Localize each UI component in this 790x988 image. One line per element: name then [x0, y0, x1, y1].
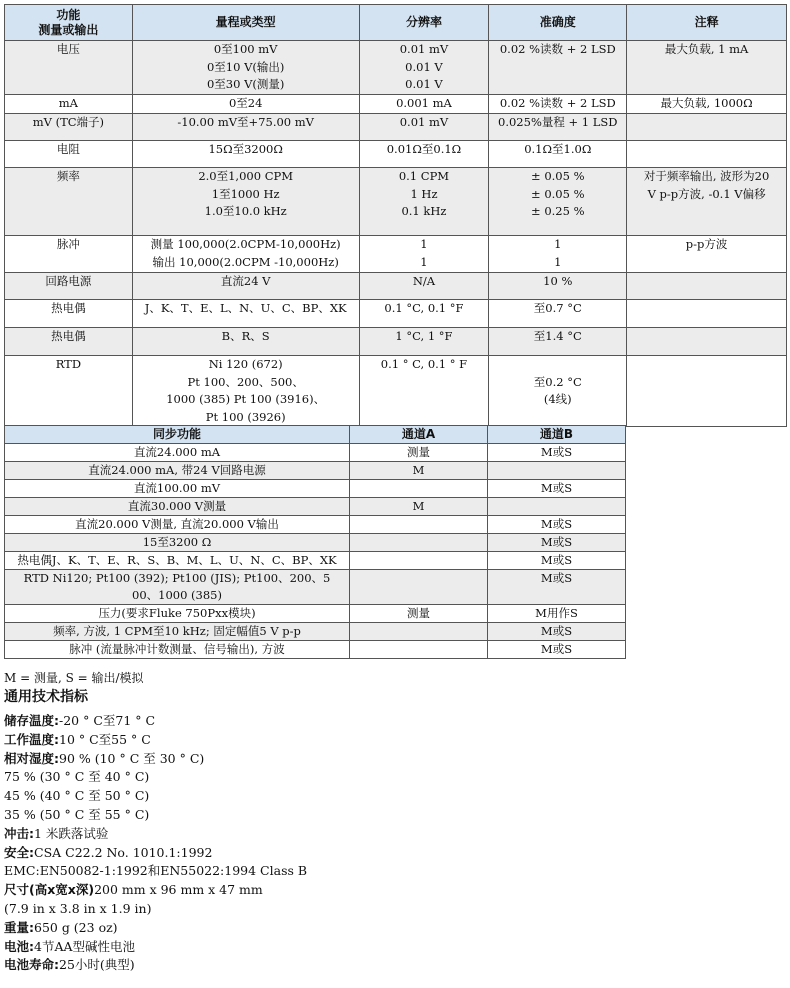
resolution-cell-line: 0.01 mV	[399, 115, 449, 129]
header-resolution: 分辨率	[359, 5, 489, 41]
function-label: RTD	[55, 357, 82, 371]
accuracy-cell-line: 至0.2 °C	[533, 374, 582, 389]
note-cell-line: V p-p方波, -0.1 V偏移	[647, 186, 766, 201]
note-cell-line	[630, 141, 783, 159]
resolution-cell	[359, 114, 489, 141]
spec-value: 1 米跌落试验	[34, 825, 109, 841]
range-cell	[132, 95, 359, 114]
range-cell	[132, 300, 359, 328]
table-row	[5, 641, 626, 659]
header-function-line2: 测量或输出	[38, 22, 99, 37]
legend-note: M = 测量, S = 输出/模拟	[4, 671, 144, 685]
range-cell-line: 0至10 V(输出)	[206, 59, 285, 74]
sync-function-line: 直流24.000 mA	[133, 445, 221, 459]
range-cell-line: 1.0至10.0 kHz	[204, 204, 287, 218]
channel-b-cell: M或S	[488, 623, 626, 641]
resolution-cell	[359, 41, 489, 95]
function-label: mA	[58, 96, 78, 110]
header-function	[5, 5, 133, 41]
resolution-cell-line: 0.01 V	[405, 59, 443, 74]
header-function-line1: 功能	[56, 7, 81, 22]
resolution-cell	[359, 273, 489, 300]
spec-row	[4, 938, 307, 957]
resolution-cell-line: 1	[420, 237, 428, 251]
resolution-cell	[359, 328, 489, 356]
accuracy-cell	[489, 236, 627, 273]
note-cell	[627, 300, 787, 328]
sync-function-cell	[5, 516, 350, 534]
sync-function-cell	[5, 498, 350, 516]
channel-a-cell: M	[350, 498, 488, 516]
sync-function-line: 直流24.000 mA, 带24 V回路电源	[88, 463, 266, 477]
function-cell	[5, 168, 133, 236]
resolution-cell	[359, 168, 489, 236]
function-cell	[5, 114, 133, 141]
channel-b-cell	[488, 462, 626, 480]
spec-label: 冲击:	[4, 825, 34, 841]
range-cell	[132, 141, 359, 168]
channel-b-cell	[488, 498, 626, 516]
simultaneous-functions-table	[4, 425, 626, 659]
function-label: 频率	[56, 169, 80, 183]
spec-row	[4, 919, 307, 938]
range-cell-line: Pt 100 (3926)	[205, 409, 286, 424]
spec-label: 电池寿命:	[4, 957, 59, 973]
specifications-table	[4, 4, 787, 427]
channel-a-cell: M	[350, 462, 488, 480]
sync-function-line: 00、1000 (385)	[132, 588, 222, 602]
sync-function-line: 压力(要求Fluke 750Pxx模块)	[98, 606, 256, 620]
accuracy-cell-line: 至1.4 °C	[533, 329, 582, 343]
range-cell-line: -10.00 mV至+75.00 mV	[177, 115, 314, 129]
table-row	[5, 534, 626, 552]
note-cell	[627, 95, 787, 114]
function-label: 热电偶	[51, 329, 86, 343]
spec-value: 200 mm x 96 mm x 47 mm	[94, 882, 263, 898]
channel-b-cell: M或S	[488, 570, 626, 605]
channel-b-cell: M用作S	[488, 605, 626, 623]
table-row	[5, 444, 626, 462]
function-label: 热电偶	[51, 301, 86, 315]
sync-function-line: 脉冲 (流量脉冲计数测量、信号输出), 方波	[69, 642, 285, 656]
table-row	[5, 605, 626, 623]
accuracy-cell-line: ± 0.25 %	[531, 204, 585, 218]
header-accuracy: 准确度	[489, 5, 627, 41]
sync-function-cell	[5, 623, 350, 641]
note-cell	[627, 168, 787, 236]
resolution-cell-line: 1	[420, 254, 428, 269]
range-cell-line: B、R、S	[221, 329, 270, 343]
table-row	[5, 114, 787, 141]
range-cell-line: 输出 10,000(2.0CPM -10,000Hz)	[152, 254, 339, 269]
range-cell-line: 1000 (385) Pt 100 (3916)、	[166, 392, 326, 406]
spec-value: EMC:EN50082-1:1992和EN55022:1994 Class B	[4, 863, 308, 879]
sync-function-cell	[5, 462, 350, 480]
spec-row	[4, 712, 307, 731]
resolution-cell-line: 1 °C, 1 °F	[395, 329, 453, 343]
spec-row	[4, 750, 307, 769]
resolution-cell-line: 0.01 mV	[399, 42, 449, 56]
sync-function-cell	[5, 605, 350, 623]
function-label: 回路电源	[45, 274, 92, 288]
spec-row	[4, 825, 307, 844]
note-cell-line: 最大负载, 1000Ω	[660, 96, 753, 110]
function-cell	[5, 141, 133, 168]
sync-function-cell	[5, 570, 350, 605]
table-row	[5, 236, 787, 273]
header-channel-b: 通道B	[488, 426, 626, 444]
spec-value: 25小时(典型)	[59, 957, 135, 973]
accuracy-cell-line: 至0.7 °C	[533, 301, 582, 315]
range-cell-line: 1至1000 Hz	[211, 186, 280, 201]
accuracy-cell	[489, 41, 627, 95]
resolution-cell	[359, 300, 489, 328]
header-range: 量程或类型	[132, 5, 359, 41]
table-row	[5, 498, 626, 516]
channel-a-cell	[350, 570, 488, 605]
range-cell-line: 直流24 V	[220, 274, 271, 288]
function-label: 脉冲	[56, 237, 80, 251]
general-specs	[4, 712, 307, 975]
resolution-cell-line: 0.1 kHz	[401, 204, 447, 218]
spec-value: 90 % (10 ° C 至 30 ° C)	[59, 750, 205, 766]
note-cell-line	[630, 300, 783, 318]
function-cell	[5, 328, 133, 356]
range-cell-line: Ni 120 (672)	[208, 357, 283, 371]
table-row	[5, 141, 787, 168]
header-channel-a: 通道A	[350, 426, 488, 444]
function-label: 电压	[56, 42, 80, 56]
function-cell	[5, 300, 133, 328]
note-cell	[627, 236, 787, 273]
accuracy-cell-line: 0.02 %读数 + 2 LSD	[499, 42, 616, 56]
resolution-cell-line: 0.01 V	[405, 77, 443, 91]
accuracy-cell	[489, 300, 627, 328]
channel-b-cell: M或S	[488, 516, 626, 534]
spec-value: 650 g (23 oz)	[34, 919, 118, 935]
spec-row	[4, 900, 307, 919]
spec-value: (7.9 in x 3.8 in x 1.9 in)	[4, 900, 152, 916]
note-cell	[627, 328, 787, 356]
note-cell	[627, 41, 787, 95]
sync-function-cell	[5, 480, 350, 498]
channel-a-cell	[350, 623, 488, 641]
table-row	[5, 356, 787, 427]
accuracy-cell-line: 0.1Ω至1.0Ω	[524, 142, 592, 156]
channel-b-cell: M或S	[488, 444, 626, 462]
range-cell-line: Pt 100、200、500、	[187, 374, 304, 389]
accuracy-cell-line: 1	[554, 237, 562, 251]
specs-title: 通用技术指标	[4, 689, 88, 705]
sync-function-cell	[5, 552, 350, 570]
resolution-cell-line: 0.01Ω至0.1Ω	[386, 142, 462, 156]
table-row	[5, 552, 626, 570]
range-cell	[132, 328, 359, 356]
spec-row	[4, 862, 307, 881]
range-cell	[132, 114, 359, 141]
channel-b-cell: M或S	[488, 534, 626, 552]
sync-function-cell	[5, 444, 350, 462]
table-row	[5, 480, 626, 498]
table-row	[5, 623, 626, 641]
table-row	[5, 516, 626, 534]
range-cell-line: 0至100 mV	[213, 42, 278, 56]
note-cell-line	[630, 356, 783, 374]
sync-function-line: 频率, 方波, 1 CPM至10 kHz; 固定幅值5 V p-p	[53, 624, 301, 638]
range-cell	[132, 356, 359, 427]
range-cell-line: 2.0至1,000 CPM	[198, 169, 294, 183]
spec-value: 35 % (50 ° C 至 55 ° C)	[4, 806, 150, 822]
note-cell-line	[630, 273, 783, 291]
table-row	[5, 273, 787, 300]
spec-row	[4, 731, 307, 750]
note-cell-line: 对于频率输出, 波形为20	[643, 169, 770, 183]
resolution-cell-line: 0.1 ° C, 0.1 ° F	[380, 357, 468, 371]
sync-function-line: 直流30.000 V测量	[127, 499, 227, 513]
note-cell	[627, 356, 787, 427]
spec-value: -20 ° C至71 ° C	[59, 713, 156, 728]
table-row	[5, 570, 626, 605]
spec-label: 工作温度:	[4, 731, 59, 747]
spec-row	[4, 787, 307, 806]
accuracy-cell-line: 0.025%量程 + 1 LSD	[498, 115, 618, 129]
channel-a-cell	[350, 480, 488, 498]
table-row	[5, 168, 787, 236]
range-cell	[132, 168, 359, 236]
function-label: mV (TC端子)	[32, 115, 105, 129]
sync-function-line: 直流20.000 V测量, 直流20.000 V输出	[75, 517, 279, 531]
sync-function-line: RTD Ni120; Pt100 (392); Pt100 (JIS); Pt100、200、5	[23, 571, 331, 585]
spec-label: 储存温度:	[4, 713, 59, 728]
accuracy-cell	[489, 273, 627, 300]
spec-value: 10 ° C至55 ° C	[59, 731, 151, 747]
resolution-cell	[359, 141, 489, 168]
resolution-cell	[359, 95, 489, 114]
range-cell-line: 15Ω至3200Ω	[208, 142, 283, 156]
table-row	[5, 41, 787, 95]
spec-value: CSA C22.2 No. 1010.1:1992	[34, 844, 213, 860]
resolution-cell-line: 0.1 CPM	[398, 169, 450, 183]
spec-row	[4, 768, 307, 787]
resolution-cell-line: N/A	[412, 274, 436, 288]
range-cell	[132, 273, 359, 300]
accuracy-cell	[489, 356, 627, 427]
range-cell-line: J、K、T、E、L、N、U、C、BP、XK	[144, 301, 347, 315]
channel-a-cell	[350, 516, 488, 534]
channel-b-cell: M或S	[488, 480, 626, 498]
resolution-cell	[359, 236, 489, 273]
function-label: 电阻	[56, 142, 80, 156]
accuracy-cell	[489, 328, 627, 356]
channel-b-cell: M或S	[488, 552, 626, 570]
table-row	[5, 95, 787, 114]
channel-a-cell	[350, 641, 488, 659]
function-cell	[5, 95, 133, 114]
header-notes: 注释	[627, 5, 787, 41]
sync-function-line: 热电偶J、K、T、E、R、S、B、M、L、U、N、C、BP、XK	[17, 553, 337, 567]
spec-label: 重量:	[4, 919, 34, 935]
accuracy-cell	[489, 114, 627, 141]
spec-value: 75 % (30 ° C 至 40 ° C)	[4, 769, 150, 785]
accuracy-cell-line: (4线)	[543, 392, 572, 406]
range-cell	[132, 41, 359, 95]
channel-a-cell: 测量	[350, 605, 488, 623]
note-cell	[627, 273, 787, 300]
channel-a-cell	[350, 534, 488, 552]
range-cell	[132, 236, 359, 273]
range-cell-line: 0至30 V(测量)	[206, 77, 285, 91]
range-cell-line: 0至24	[228, 96, 263, 110]
table-row	[5, 462, 626, 480]
channel-b-cell: M或S	[488, 641, 626, 659]
accuracy-cell-line: 0.02 %读数 + 2 LSD	[499, 96, 616, 110]
spec-value: 45 % (40 ° C 至 50 ° C)	[4, 788, 150, 804]
resolution-cell-line: 0.001 mA	[396, 96, 452, 110]
spec-row	[4, 844, 307, 863]
spec-row	[4, 806, 307, 825]
sync-function-cell	[5, 641, 350, 659]
spec-label: 电池:	[4, 938, 34, 954]
accuracy-cell	[489, 95, 627, 114]
accuracy-cell-line: 1	[554, 254, 562, 269]
resolution-cell	[359, 356, 489, 427]
note-cell-line	[630, 114, 783, 132]
sync-function-line: 15至3200 Ω	[142, 535, 212, 549]
accuracy-cell-line	[492, 356, 623, 374]
function-cell	[5, 273, 133, 300]
spec-row	[4, 881, 307, 900]
spec-label: 尺寸(高x宽x深)	[4, 882, 95, 898]
spec-value: 4节AA型碱性电池	[34, 938, 136, 954]
channel-a-cell: 测量	[350, 444, 488, 462]
function-cell	[5, 236, 133, 273]
resolution-cell-line: 1 Hz	[410, 186, 438, 201]
accuracy-cell-line: ± 0.05 %	[531, 186, 585, 201]
accuracy-cell	[489, 141, 627, 168]
sync-function-line: 直流100.00 mV	[133, 481, 221, 495]
note-cell-line: 最大负载, 1 mA	[664, 42, 749, 56]
function-cell	[5, 356, 133, 427]
resolution-cell-line: 0.1 °C, 0.1 °F	[384, 301, 464, 315]
range-cell-line: 测量 100,000(2.0CPM-10,000Hz)	[150, 237, 341, 251]
channel-a-cell	[350, 552, 488, 570]
header-sync-function: 同步功能	[5, 426, 350, 444]
sync-function-cell	[5, 534, 350, 552]
function-cell	[5, 41, 133, 95]
note-cell	[627, 114, 787, 141]
accuracy-cell-line: ± 0.05 %	[531, 169, 585, 183]
accuracy-cell-line: 10 %	[543, 274, 573, 288]
note-cell-line: p-p方波	[685, 237, 728, 251]
table-row	[5, 300, 787, 328]
spec-label: 相对湿度:	[4, 750, 59, 766]
accuracy-cell	[489, 168, 627, 236]
spec-row	[4, 956, 307, 975]
note-cell-line	[630, 328, 783, 346]
table-row	[5, 328, 787, 356]
spec-label: 安全:	[4, 844, 34, 860]
note-cell	[627, 141, 787, 168]
